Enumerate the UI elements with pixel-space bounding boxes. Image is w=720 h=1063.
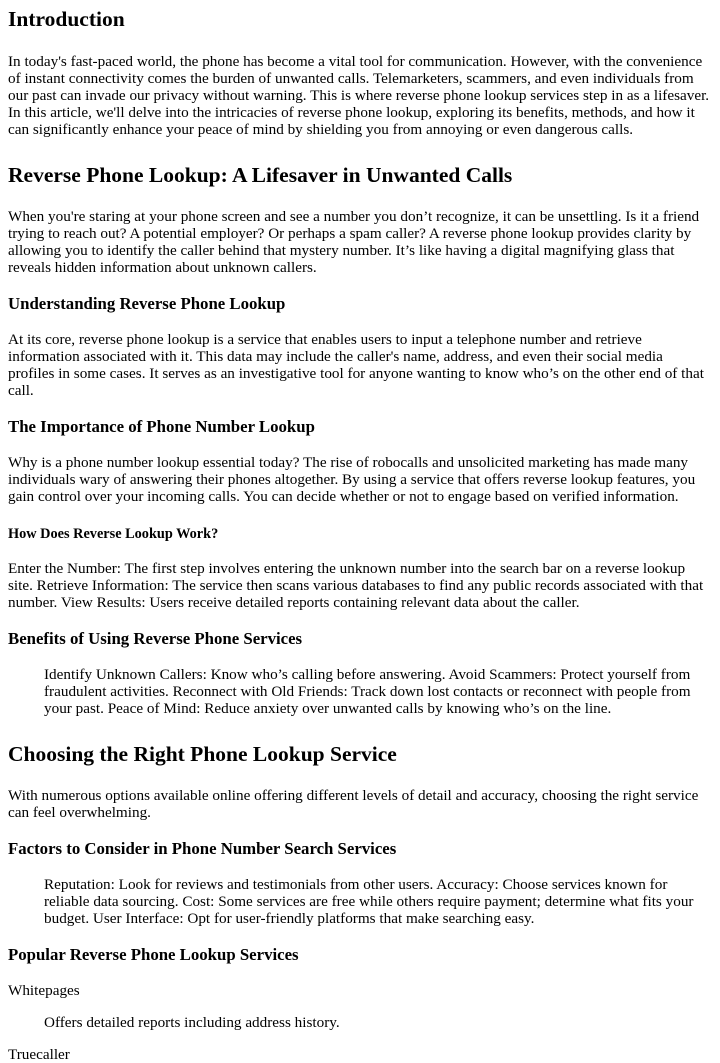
benefits-heading: Benefits of Using Reverse Phone Services — [8, 629, 303, 648]
choosing-paragraph: With numerous options available online offering different levels of detail and accuracy, choosing the right service can feel overwhelming. — [8, 787, 699, 821]
lifesaver-paragraph: When you're staring at your phone screen and see a number you don’t recognize, it can be unsettling. Is it a friend trying to reach out? A potential employer? Or perhaps a spam caller? A reverse phone lookup provides clarity by allowing you to identify the caller behind that mystery number. It’s like having a digital magnifying glass that reveals hidden information about unknown callers. — [8, 208, 700, 276]
factors-paragraph: Reputation: Look for reviews and testimonials from other users. Accuracy: Choose services known for reliable data sourcing. Cost: Some services are free while others require payment; determine what fits your budget. User Interface: Opt for user-friendly platforms that make searching easy. — [44, 876, 694, 927]
factors-blockquote — [44, 876, 712, 927]
article — [0, 6, 720, 1063]
choosing-heading: Choosing the Right Phone Lookup Service — [8, 742, 397, 766]
intro-paragraph: In today's fast-paced world, the phone has become a vital tool for communication. However, with the convenience of instant connectivity comes the burden of unwanted calls. Telemarketers, scammers, and even individuals from our past can invade our privacy without warning. This is where reverse phone lookup services step in as a lifesaver. In this article, we'll delve into the intricacies of reverse phone lookup, exploring its benefits, methods, and how it can significantly enhance your peace of mind by shielding you from annoying or even dangerous calls. — [8, 53, 710, 138]
popular-heading: Popular Reverse Phone Lookup Services — [8, 945, 299, 964]
understanding-heading: Understanding Reverse Phone Lookup — [8, 294, 286, 313]
how-paragraph: Enter the Number: The first step involves entering the unknown number into the search bar on a reverse lookup site. Retrieve Information: The service then scans various databases to find any public records associated with that number. View Results: Users receive detailed reports containing relevant data about the caller. — [8, 560, 704, 611]
importance-paragraph: Why is a phone number lookup essential today? The rise of robocalls and unsolicited marketing has made many individuals wary of answering their phones altogether. By using a service that offers reverse lookup features, you gain control over your incoming calls. You can decide whether or not to engage based on verified information. — [8, 454, 696, 505]
understanding-paragraph: At its core, reverse phone lookup is a service that enables users to input a telephone number and retrieve information associated with it. This data may include the caller's name, address, and even their social media profiles in some cases. It serves as an investigative tool for anyone wanting to know who’s on the other end of that call. — [8, 331, 704, 399]
benefits-blockquote — [44, 666, 712, 717]
service-name-whitepages: Whitepages — [8, 982, 80, 999]
lifesaver-heading: Reverse Phone Lookup: A Lifesaver in Unwanted Calls — [8, 163, 513, 187]
importance-heading: The Importance of Phone Number Lookup — [8, 417, 315, 436]
service-name-truecaller: Truecaller — [8, 1046, 70, 1063]
benefits-paragraph: Identify Unknown Callers: Know who’s calling before answering. Avoid Scammers: Protect yourself from fraudulent activities. Reconnect with Old Friends: Track down lost contacts or reconnect with people from your past. Peace of Mind: Reduce anxiety over unwanted calls by knowing who’s on the line. — [44, 666, 691, 717]
factors-heading: Factors to Consider in Phone Number Search Services — [8, 839, 397, 858]
how-heading: How Does Reverse Lookup Work? — [8, 526, 219, 542]
service-description-whitepages: Offers detailed reports including address history. — [44, 1014, 340, 1031]
intro-heading: Introduction — [8, 7, 125, 31]
